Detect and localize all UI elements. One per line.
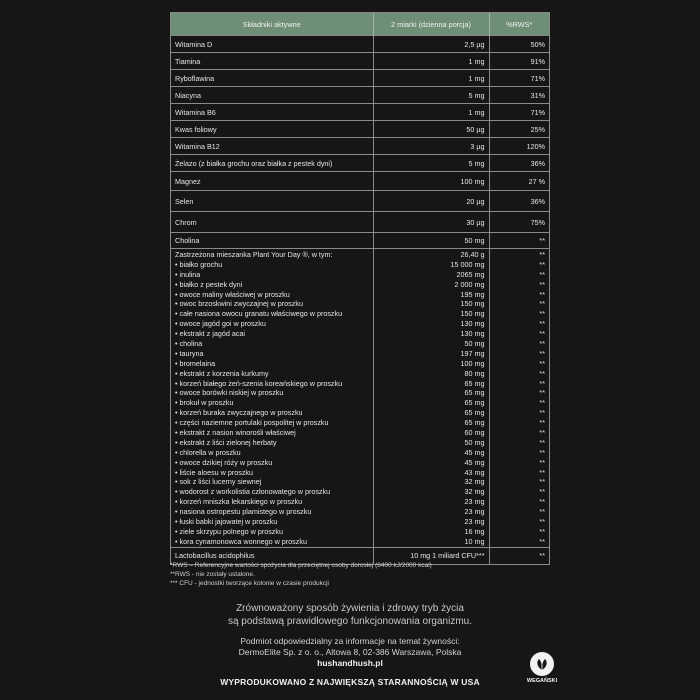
mixture-amount: 23 mg bbox=[464, 517, 485, 527]
mixture-ingredient: • ekstrakt z nasion winorośli właściwej bbox=[175, 428, 296, 438]
table-row bbox=[171, 70, 549, 87]
mixture-ingredient: • inulina bbox=[175, 269, 201, 279]
mixture-rws-mark: ** bbox=[539, 517, 545, 527]
mixture-amount: 2 000 mg bbox=[454, 279, 485, 289]
mixture-ingredient: • sok z liści lucerny siewnej bbox=[175, 477, 262, 487]
mixture-ingredient: • korzeń buraka zwyczajnego w proszku bbox=[175, 408, 303, 418]
mixture-ingredient: • tauryna bbox=[175, 348, 204, 358]
mixture-ingredient: • wodorost z workolistia członowatego w proszku bbox=[175, 487, 331, 497]
nutrition-table-container bbox=[170, 12, 550, 565]
ingredient-amount: 100 mg bbox=[373, 172, 489, 191]
mixture-amount: 50 mg bbox=[464, 437, 485, 447]
mixture-rws-mark: ** bbox=[539, 299, 545, 309]
mixture-rws-mark: ** bbox=[539, 269, 545, 279]
ingredient-amount: 1 mg bbox=[373, 70, 489, 87]
mixture-amount: 65 mg bbox=[464, 398, 485, 408]
mixture-ingredient: • owoce jagód goi w proszku bbox=[175, 319, 266, 329]
tagline-line-2: są podstawą prawidłowego funkcjonowania organizmu. bbox=[227, 616, 473, 627]
table-row bbox=[171, 138, 549, 155]
mixture-amount: 130 mg bbox=[460, 329, 485, 339]
mixture-rws-mark: ** bbox=[539, 497, 545, 507]
ingredient-amount: 50 mg bbox=[373, 233, 489, 249]
ingredient-name: Witamina B6 bbox=[171, 104, 373, 121]
table-row bbox=[171, 212, 549, 233]
nutrition-table bbox=[171, 13, 549, 564]
footnote-rws: *RWS – Referencyjne wartości spożycia dla przeciętnej osoby dorosłej (8400 kJ/2000 kcal) bbox=[170, 562, 432, 569]
mixture-rws-mark: ** bbox=[539, 378, 545, 388]
table-row bbox=[171, 53, 549, 70]
footnotes bbox=[170, 561, 432, 588]
mixture-ingredient: Zastrzeżona mieszanka Plant Your Day ®, w tym: bbox=[175, 250, 333, 259]
mixture-amount: 32 mg bbox=[464, 487, 485, 497]
mixture-rws-mark: ** bbox=[539, 250, 545, 259]
mixture-rws-mark: ** bbox=[539, 309, 545, 319]
mixture-ingredient: • ekstrakt z korzenia kurkumy bbox=[175, 368, 269, 378]
mixture-amount: 26,40 g bbox=[460, 250, 485, 259]
ingredient-name: Witamina D bbox=[171, 36, 373, 53]
header-rws: %RWS* bbox=[489, 13, 549, 36]
ingredient-rws: 71% bbox=[489, 70, 549, 87]
mixture-rws-mark: ** bbox=[539, 289, 545, 299]
mixture-rws-mark: ** bbox=[539, 319, 545, 329]
mixture-amount: 80 mg bbox=[464, 368, 485, 378]
mixture-rws-mark: ** bbox=[539, 457, 545, 467]
mixture-amount: 10 mg bbox=[464, 536, 485, 546]
mixture-rws-mark: ** bbox=[539, 418, 545, 428]
table-row bbox=[171, 121, 549, 138]
ingredient-rws: 27 % bbox=[489, 172, 549, 191]
mixture-rws-mark: ** bbox=[539, 358, 545, 368]
table-row bbox=[171, 36, 549, 53]
ingredient-name: Kwas foliowy bbox=[171, 121, 373, 138]
ingredient-rws: 75% bbox=[489, 212, 549, 233]
mixture-amount: 65 mg bbox=[464, 378, 485, 388]
leaf-icon bbox=[530, 652, 554, 676]
table-row bbox=[171, 191, 549, 212]
ingredient-rws: ** bbox=[489, 233, 549, 249]
mixture-ingredient: • części naziemne portulaki pospolitej w proszku bbox=[175, 418, 329, 428]
ingredient-name: Tiamina bbox=[171, 53, 373, 70]
table-row bbox=[171, 233, 549, 249]
mixture-amount: 195 mg bbox=[460, 289, 485, 299]
table-row bbox=[171, 87, 549, 104]
mixture-ingredient: • ekstrakt z liści zielonej herbaty bbox=[175, 437, 277, 447]
ingredient-amount: 5 mg bbox=[373, 87, 489, 104]
ingredient-rws: 120% bbox=[489, 138, 549, 155]
mixture-rws-mark: ** bbox=[539, 339, 545, 349]
header-daily-portion: 2 miarki (dzienna porcja) bbox=[373, 13, 489, 36]
mixture-ingredient: • ekstrakt z jagód acai bbox=[175, 329, 246, 339]
ingredient-rws: 50% bbox=[489, 36, 549, 53]
mixture-ingredient: • liście aloesu w proszku bbox=[175, 467, 254, 477]
mixture-amount: 50 mg bbox=[464, 339, 485, 349]
mixture-amount: 45 mg bbox=[464, 457, 485, 467]
mixture-rws-mark: ** bbox=[539, 348, 545, 358]
ingredient-rws: 36% bbox=[489, 191, 549, 212]
mixture-row bbox=[171, 249, 549, 548]
ingredient-amount: 3 µg bbox=[373, 138, 489, 155]
mixture-ingredient: • bromelaina bbox=[175, 358, 216, 368]
website-link[interactable]: hushandhush.pl bbox=[317, 658, 383, 668]
footnote-rws-not-set: **RWS - nie zostały ustalone. bbox=[170, 571, 255, 578]
mixture-amount: 32 mg bbox=[464, 477, 485, 487]
mixture-amount: 100 mg bbox=[460, 358, 485, 368]
mixture-rws-mark: ** bbox=[539, 447, 545, 457]
header-ingredients: Składniki aktywne bbox=[171, 13, 373, 36]
ingredient-amount: 1 mg bbox=[373, 53, 489, 70]
mixture-rws-mark: ** bbox=[539, 536, 545, 546]
ingredient-name: Magnez bbox=[171, 172, 373, 191]
mixture-rws-mark: ** bbox=[539, 437, 545, 447]
mixture-ingredient: • korzeń mniszka lekarskiego w proszku bbox=[175, 497, 303, 507]
mixture-amount: 65 mg bbox=[464, 418, 485, 428]
ingredient-rws: 71% bbox=[489, 104, 549, 121]
ingredient-rws: ** bbox=[489, 547, 549, 564]
mixture-amount: 45 mg bbox=[464, 447, 485, 457]
mixture-ingredient: • cholina bbox=[175, 339, 203, 349]
ingredient-amount: 10 mg 1 miliard CFU*** bbox=[373, 547, 489, 564]
mixture-amount: 15 000 mg bbox=[450, 259, 485, 269]
mixture-amount: 23 mg bbox=[464, 497, 485, 507]
mixture-ingredient: • chlorella w proszku bbox=[175, 447, 241, 457]
ingredient-name: Lactobacillus acidophilus bbox=[171, 547, 373, 564]
table-row bbox=[171, 155, 549, 172]
ingredient-amount: 50 µg bbox=[373, 121, 489, 138]
mixture-amount: 43 mg bbox=[464, 467, 485, 477]
mixture-rws-mark: ** bbox=[539, 259, 545, 269]
ingredient-rws: 91% bbox=[489, 53, 549, 70]
mixture-rws-mark: ** bbox=[539, 368, 545, 378]
mixture-amount: 60 mg bbox=[464, 428, 485, 438]
ingredient-name: Niacyna bbox=[171, 87, 373, 104]
mixture-ingredient: • kora cynamonowca wonnego w proszku bbox=[175, 536, 307, 546]
ingredient-rws: 25% bbox=[489, 121, 549, 138]
mixture-rws-mark: ** bbox=[539, 408, 545, 418]
made-in-usa-text: WYPRODUKOWANO Z NAJWIĘKSZĄ STARANNOŚCIĄ W USA bbox=[220, 677, 480, 687]
ingredient-amount: 20 µg bbox=[373, 191, 489, 212]
mixture-ingredient: • całe nasiona owocu granatu właściwego w proszku bbox=[175, 309, 343, 319]
tagline-line-1: Zrównoważony sposób żywienia i zdrowy tryb życia bbox=[236, 603, 464, 614]
mixture-amount: 197 mg bbox=[460, 348, 485, 358]
responsible-entity bbox=[0, 636, 700, 669]
mixture-rws-mark: ** bbox=[539, 428, 545, 438]
mixture-ingredient: • łuski babki jajowatej w proszku bbox=[175, 517, 278, 527]
mixture-amount: 150 mg bbox=[460, 309, 485, 319]
mixture-ingredient: • owoce dzikiej róży w proszku bbox=[175, 457, 273, 467]
mixture-rws-mark: ** bbox=[539, 487, 545, 497]
mixture-amount: 130 mg bbox=[460, 319, 485, 329]
ingredient-name: Witamina B12 bbox=[171, 138, 373, 155]
table-header-row bbox=[171, 13, 549, 36]
footnote-cfu: *** CFU - jednostki tworzące kolonie w czasie produkcji bbox=[170, 580, 329, 587]
mixture-rws-mark: ** bbox=[539, 398, 545, 408]
mixture-rws-mark: ** bbox=[539, 388, 545, 398]
mixture-rws bbox=[489, 249, 549, 548]
vegan-label: WEGAŃSKI bbox=[526, 678, 558, 684]
ingredient-name: Cholina bbox=[171, 233, 373, 249]
mixture-ingredient: • białko z pestek dyni bbox=[175, 279, 243, 289]
tagline bbox=[0, 602, 700, 628]
table-row bbox=[171, 104, 549, 121]
mixture-amount: 150 mg bbox=[460, 299, 485, 309]
mixture-amount: 23 mg bbox=[464, 507, 485, 517]
table-row bbox=[171, 172, 549, 191]
mixture-ingredient: • korzeń białego żeń-szenia koreańskiego w proszku bbox=[175, 378, 343, 388]
ingredient-amount: 1 mg bbox=[373, 104, 489, 121]
ingredient-name: Selen bbox=[171, 191, 373, 212]
mixture-ingredient: • owoce borówki niskiej w proszku bbox=[175, 388, 284, 398]
mixture-amount: 2065 mg bbox=[456, 269, 485, 279]
mixture-rws-mark: ** bbox=[539, 329, 545, 339]
mixture-ingredient: • owoc brzoskwini zwyczajnej w proszku bbox=[175, 299, 303, 309]
mixture-amounts bbox=[373, 249, 489, 548]
ingredient-rws: 36% bbox=[489, 155, 549, 172]
responsible-line-2: DermoElite Sp. z o. o., Altowa 8, 02-386 Warszawa, Polska bbox=[238, 647, 462, 657]
mixture-ingredient: • nasiona ostropestu plamistego w proszku bbox=[175, 507, 312, 517]
ingredient-name: Ryboflawina bbox=[171, 70, 373, 87]
mixture-names bbox=[171, 249, 373, 548]
ingredient-name: Chrom bbox=[171, 212, 373, 233]
mixture-rws-mark: ** bbox=[539, 526, 545, 536]
mixture-ingredient: • owoce maliny właściwej w proszku bbox=[175, 289, 290, 299]
mixture-ingredient: • białko grochu bbox=[175, 259, 223, 269]
ingredient-amount: 2,5 µg bbox=[373, 36, 489, 53]
ingredient-name: Żelazo (z białka grochu oraz białka z pestek dyni) bbox=[171, 155, 373, 172]
table-body bbox=[171, 36, 549, 564]
mixture-rws-mark: ** bbox=[539, 507, 545, 517]
ingredient-amount: 5 mg bbox=[373, 155, 489, 172]
mixture-amount: 65 mg bbox=[464, 408, 485, 418]
mixture-rws-mark: ** bbox=[539, 477, 545, 487]
mixture-rws-mark: ** bbox=[539, 279, 545, 289]
ingredient-amount: 30 µg bbox=[373, 212, 489, 233]
mixture-amount: 16 mg bbox=[464, 526, 485, 536]
vegan-badge bbox=[520, 652, 564, 684]
mixture-amount: 65 mg bbox=[464, 388, 485, 398]
mixture-ingredient: • brokuł w proszku bbox=[175, 398, 234, 408]
responsible-line-1: Podmiot odpowiedzialny za informacje na temat żywności: bbox=[240, 636, 460, 646]
mixture-ingredient: • ziele skrzypu polnego w proszku bbox=[175, 526, 283, 536]
ingredient-rws: 31% bbox=[489, 87, 549, 104]
mixture-rws-mark: ** bbox=[539, 467, 545, 477]
